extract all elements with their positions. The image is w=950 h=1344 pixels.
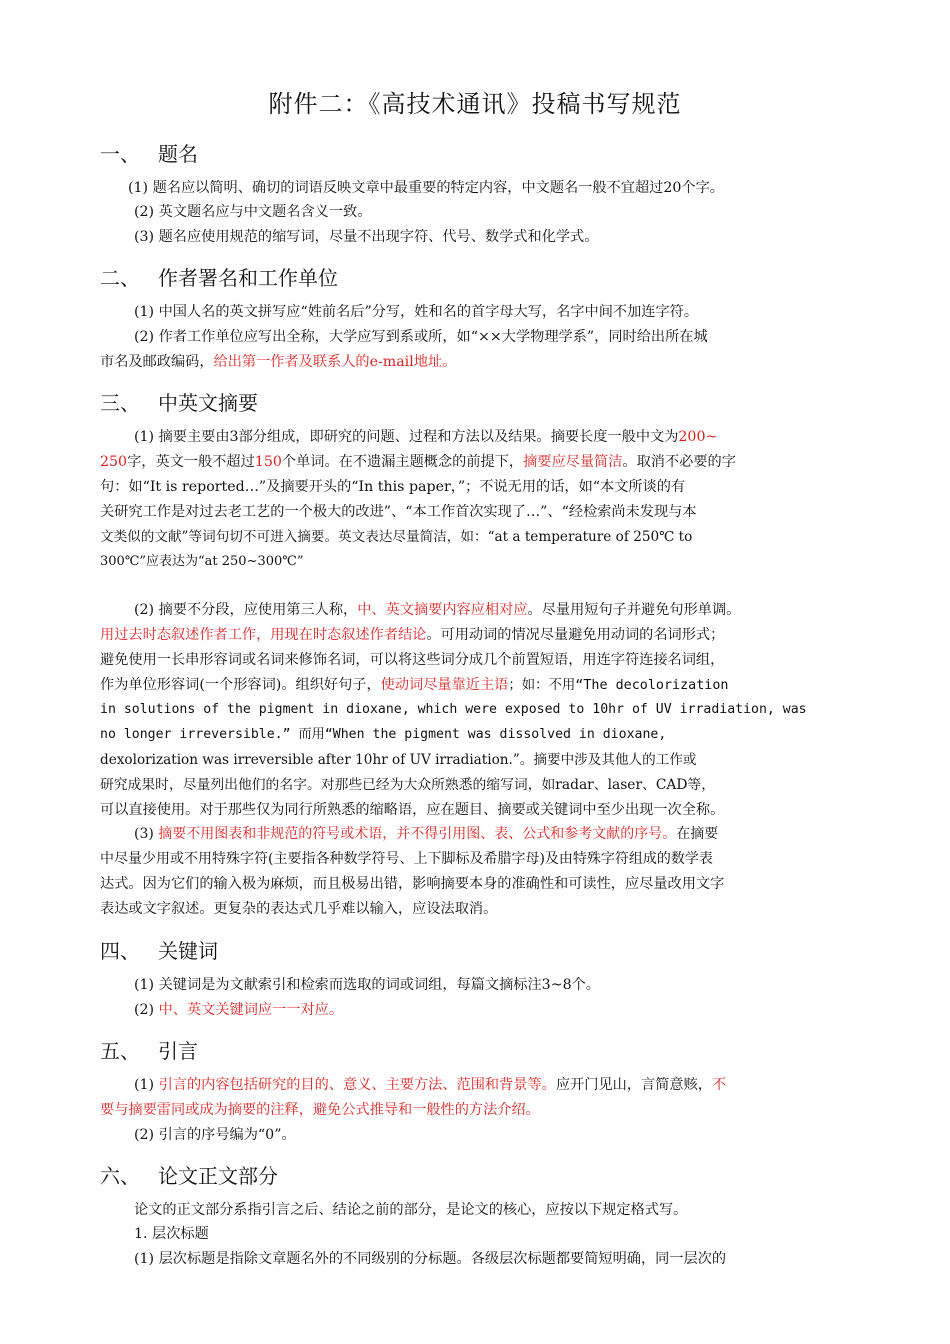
- paragraph-line: 达式。因为它们的输入极为麻烦，而且极易出错，影响摘要本身的准确性和可读性，应尽量改用文字: [100, 876, 725, 892]
- paragraph-line: (1) 层次标题是指除文章题名外的不同级别的分标题。各级层次标题都要简短明确，同一层次的: [134, 1251, 727, 1267]
- text-span: 。取消不必要的字: [622, 454, 736, 470]
- section-heading-3: [100, 387, 258, 416]
- paragraph-line: 要与摘要雷同或成为摘要的注释，避免公式推导和一般性的方法介绍。: [100, 1102, 540, 1118]
- paragraph-line: in solutions of the pigment in dioxane, which were exposed to 10hr of UV irradiation, was: [100, 702, 807, 717]
- paragraph-line: 300℃”应表达为“at 250~300℃”: [100, 554, 304, 569]
- text-span: (2) 摘要不分段，应使用第三人称，: [134, 602, 358, 618]
- text-span: 应开门见山，言简意赅，: [555, 1077, 712, 1093]
- section-number: 一、: [100, 142, 140, 166]
- section-title: 引言: [158, 1039, 198, 1063]
- highlight-text: 不: [711, 1077, 727, 1093]
- section-heading-5: [100, 1035, 198, 1064]
- paragraph-line: [134, 598, 740, 623]
- highlight-text: 用过去时态叙述作者工作，用现在时态叙述作者结论: [100, 627, 427, 643]
- text-span: 在摘要: [676, 826, 719, 842]
- paragraph-line: 中尽量少用或不用特殊字符(主要指各种数学符号、上下脚标及希腊字母)及由特殊字符组成的数学表: [100, 851, 713, 867]
- paragraph-line: [100, 623, 724, 648]
- section-number: 五、: [100, 1039, 140, 1063]
- text-span: 个单词。在不遗漏主题概念的前提下，: [281, 454, 524, 470]
- section-heading-4: [100, 935, 218, 964]
- text-span: 。尽量用短句子并避免句形单调。: [527, 602, 741, 618]
- section-title: 中英文摘要: [158, 391, 258, 415]
- paragraph-line: (1) 中国人名的英文拼写应“姓前名后”分写，姓和名的首字母大写，名字中间不加连字符。: [134, 304, 699, 320]
- highlight-text: 给出第一作者及联系人的e-mail地址。: [213, 354, 457, 370]
- highlight-text: 引言的内容包括研究的目的、意义、主要方法、范围和背景等。: [158, 1077, 556, 1093]
- paragraph-line: 文类似的文献”等词句切不可进入摘要。英文表达尽量简洁，如：“at a temperature of 250℃ to: [100, 529, 693, 545]
- section-heading-6: [100, 1160, 278, 1189]
- paragraph-line: [134, 822, 718, 847]
- text-span: 市名及邮政编码，: [100, 354, 214, 370]
- section-title: 关键词: [158, 939, 218, 963]
- highlight-text: 200~: [678, 429, 718, 445]
- highlight-text: 中、英文摘要内容应相对应: [357, 602, 528, 618]
- text-span: (2): [134, 1002, 159, 1018]
- paragraph-line: (1) 关键词是为文献索引和检索而选取的词或词组，每篇文摘标注3~8个。: [134, 977, 600, 993]
- paragraph-line: 1. 层次标题: [134, 1226, 209, 1242]
- section-number: 三、: [100, 391, 140, 415]
- text-span: ；如：不用“The decolorization: [508, 678, 729, 693]
- highlight-text: 摘要应尽量简洁: [523, 454, 623, 470]
- paragraph-line: dexolorization was irreversible after 10hr of UV irradiation.”。摘要中涉及其他人的工作或: [100, 752, 697, 768]
- section-heading-1: [100, 138, 198, 167]
- highlight-text: 中、英文关键词应一一对应。: [158, 1002, 344, 1018]
- paragraph-line: (2) 作者工作单位应写出全称，大学应写到系或所，如“××大学物理学系”，同时给出所在城: [134, 329, 708, 345]
- paragraph-line: (1) 题名应以简明、确切的词语反映文章中最重要的特定内容，中文题名一般不宜超过20个字。: [128, 180, 724, 196]
- paragraph-line: 论文的正文部分系指引言之后、结论之前的部分，是论文的核心，应按以下规定格式写。: [134, 1202, 688, 1218]
- section-title: 题名: [158, 142, 198, 166]
- paragraph-line: [134, 1073, 726, 1098]
- highlight-text: 150: [254, 454, 282, 470]
- paragraph-line: (2) 英文题名应与中文题名含义一致。: [134, 204, 372, 220]
- text-span: (3): [134, 826, 159, 842]
- paragraph-line: no longer irreversible.” 而用“When the pigment was dissolved in dioxane,: [100, 727, 667, 742]
- paragraph-line: 可以直接使用。对于那些仅为同行所熟悉的缩略语，应在题目、摘要或关键词中至少出现一次全称。: [100, 802, 725, 818]
- paragraph-line: [100, 673, 728, 699]
- highlight-text: 使动词尽量靠近主语: [380, 677, 509, 693]
- paragraph-line: 关研究工作是对过去老工艺的一个极大的改进”、“本工作首次实现了…”、“经检索尚未发现与本: [100, 504, 697, 520]
- section-title: 论文正文部分: [158, 1164, 278, 1188]
- text-span: 。可用动词的情况尽量避免用动词的名词形式；: [426, 627, 725, 643]
- paragraph-line: 句：如“It is reported…”及摘要开头的“In this paper，”；不说无用的话，如“本文所谈的有: [100, 479, 686, 495]
- section-title: 作者署名和工作单位: [158, 266, 338, 290]
- section-heading-2: [100, 262, 338, 291]
- paragraph-line: 避免使用一长串形容词或名词来修饰名词，可以将这些词分成几个前置短语，用连字符连接名词组，: [100, 652, 725, 668]
- highlight-text: 250: [100, 454, 128, 470]
- section-number: 六、: [100, 1164, 140, 1188]
- text-span: 作为单位形容词(一个形容词)。组织好句子，: [100, 677, 381, 693]
- highlight-text: 摘要不用图表和非规范的符号或术语，并不得引用图、表、公式和参考文献的序号。: [158, 826, 677, 842]
- paragraph-line: (2) 引言的序号编为“0”。: [134, 1127, 296, 1143]
- text-span: (1): [134, 1077, 159, 1093]
- paragraph-line: [134, 425, 717, 450]
- section-number: 四、: [100, 939, 140, 963]
- text-span: 字，英文一般不超过: [127, 454, 255, 470]
- paragraph-line: 表达或文字叙述。更复杂的表达式几乎难以输入，应设法取消。: [100, 901, 498, 917]
- paragraph-line: [100, 350, 456, 375]
- paragraph-line: 研究成果时，尽量列出他们的名字。对那些已经为大众所熟悉的缩写词，如radar、laser、CAD等，: [100, 777, 716, 793]
- section-number: 二、: [100, 266, 140, 290]
- paragraph-line: [134, 998, 343, 1023]
- paragraph-line: (3) 题名应使用规范的缩写词，尽量不出现字符、代号、数学式和化学式。: [134, 229, 599, 245]
- text-span: (1) 摘要主要由3部分组成，即研究的问题、过程和方法以及结果。摘要长度一般中文为: [134, 429, 679, 445]
- document-title: 附件二：《高技术通讯》投稿书写规范: [268, 90, 682, 118]
- paragraph-line: [100, 450, 736, 475]
